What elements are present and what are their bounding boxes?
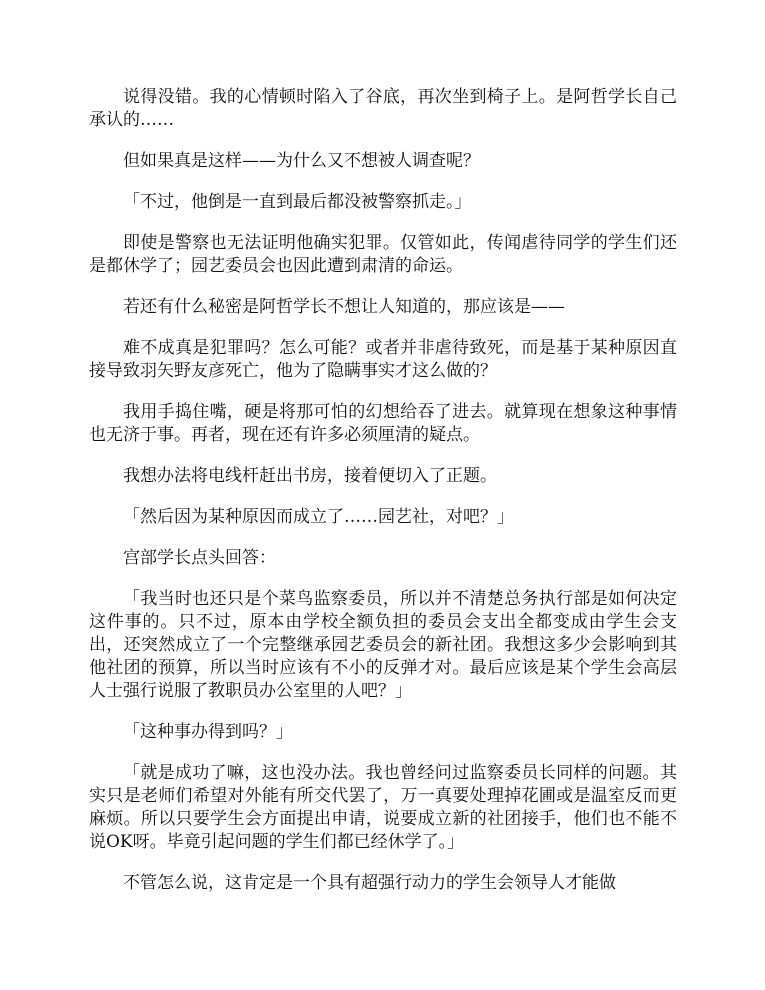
paragraph: 但如果真是这样——为什么又不想被人调查呢？ (123, 151, 480, 171)
paragraph: 不管怎么说，这肯定是一个具有超强行动力的学生会领导人才能做 (123, 873, 616, 893)
paragraph: 「这种事办得到吗？」 (123, 722, 293, 742)
paragraph: 宫部学长点头回答： (123, 548, 276, 568)
document-body (89, 86, 677, 913)
paragraph: 「不过，他倒是一直到最后都没被警察抓走。」 (123, 192, 472, 212)
paragraph: 我想办法将电线杆赶出书房，接着便切入了正题。 (123, 466, 497, 486)
paragraph: 「然后因为某种原因而成立了……园艺社，对吧？」 (123, 507, 514, 527)
paragraph: 即使是警察也无法证明他确实犯罪。仅管如此，传闻虐待同学的学生们还是都休学了；园艺委员会也因此遭到肃清的命运。 (89, 233, 677, 276)
paragraph: 难不成真是犯罪吗？怎么可能？或者并非虐待致死，而是基于某种原因直接导致羽矢野友彦死亡，他为了隐瞒事实才这么做的？ (89, 338, 677, 381)
paragraph: 说得没错。我的心情顿时陷入了谷底，再次坐到椅子上。是阿哲学长自己承认的…… (89, 87, 677, 130)
paragraph: 我用手捣住嘴，硬是将那可怕的幻想给吞了进去。就算现在想象这种事情也无济于事。再者，现在还有许多必须厘清的疑点。 (89, 402, 677, 445)
paragraph: 「就是成功了嘛，这也没办法。我也曾经问过监察委员长同样的问题。其实只是老师们希望对外能有所交代罢了，万一真要处理掉花圃或是温室反而更麻烦。所以只要学生会方面提出申请，说要成立新的社团接手，他们也不能不说OK呀。毕竟引起问题的学生们都已经休学了。」 (89, 763, 677, 852)
paragraph: 「我当时也还只是个菜鸟监察委员，所以并不清楚总务执行部是如何决定这件事的。只不过，原本由学校全额负担的委员会支出全都变成由学生会支出，还突然成立了一个完整继承园艺委员会的新社团。我想这多少会影响到其他社团的预算，所以当时应该有不小的反弹才对。最后应该是某个学生会高层人士强行说服了教职员办公室里的人吧？」 (89, 589, 677, 701)
paragraph: 若还有什么秘密是阿哲学长不想让人知道的，那应该是—— (123, 297, 565, 317)
